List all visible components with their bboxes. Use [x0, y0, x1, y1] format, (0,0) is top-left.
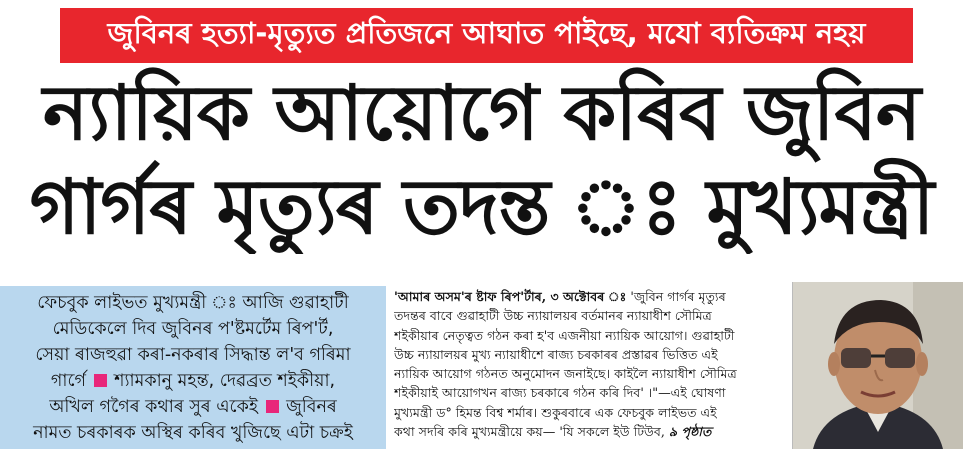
summary-line-1: ফেচবুক লাইভত মুখ্যমন্ত্ৰী ঃ আজি গুৱাহাটী	[37, 293, 349, 313]
page-jump-reference: ৯ পৃষ্ঠাত	[668, 424, 712, 440]
article-line: শইকীয়াৰ নেতৃত্বত গঠন কৰা হ'ব এজনীয়া ন্যায়িক আয়োগ। গুৱাহাটী	[394, 327, 735, 343]
summary-box	[0, 286, 386, 449]
article-body	[394, 287, 784, 447]
summary-line-4a: গাৰ্গে	[50, 371, 86, 391]
portrait-image	[793, 282, 963, 449]
headline-line-2: গাৰ্গৰ মৃত্যুৰ তদন্ত ঃ মুখ্যমন্ত্ৰী	[29, 162, 934, 251]
summary-line-4	[0, 368, 386, 394]
article-dateline: 'আমাৰ অসম'ৰ ষ্টাফ ৰিপ'ৰ্টাৰ, ৩ অক্টোবৰ ঃ	[394, 289, 627, 304]
chief-minister-photo	[792, 282, 963, 449]
pink-square-bullet-icon	[94, 374, 107, 387]
summary-line-3: সেয়া ৰাজহুৱা কৰা-নকৰাৰ সিদ্ধান্ত ল'ব গৰিমা	[35, 345, 351, 365]
top-banner	[60, 8, 913, 63]
summary-line-2: মেডিকেলে দিব জুবিনৰ প'ষ্টমৰ্টেম ৰিপ'ৰ্ট,	[52, 319, 334, 339]
banner-text: জুবিনৰ হত্যা-মৃত্যুত প্ৰতিজনে আঘাত পাইছে, মযো ব্যতিক্ৰম নহয়	[107, 16, 866, 50]
summary-line-5	[0, 394, 386, 420]
main-headline	[0, 66, 963, 254]
article-line: মুখ্যমন্ত্ৰী ড° হিমন্ত বিশ্ব শৰ্মাৰ। শুকুৰবাৰে এক ফেচবুক লাইভত এই	[394, 404, 717, 420]
pink-square-bullet-icon	[266, 400, 279, 413]
summary-line-4b: শ্যামকানু মহন্ত, দেৱব্ৰত শইকীয়া,	[114, 371, 336, 391]
summary-line-5b: জুবিনৰ	[286, 397, 337, 417]
article-line: 'আমাৰ অসম'ৰ ষ্টাফ ৰিপ'ৰ্টাৰ, ৩ অক্টোবৰ ঃ 'জুবিন গাৰ্গৰ মৃত্যুৰ	[394, 289, 726, 304]
article-line: শইকীয়াই আয়োগখন ৰাজ্য চৰকাৰে গঠন কৰি দিব' ।"—এই ঘোষণা	[394, 385, 726, 401]
summary-line-5a: অখিল গগৈৰ কথাৰ সুৰ একেই	[49, 397, 258, 417]
summary-line-6: নামত চৰকাৰক অস্থিৰ কৰিব খুজিছে এটা চক্ৰই	[33, 423, 353, 443]
article-line: তদন্তৰ বাবে গুৱাহাটী উচ্চ ন্যায়ালয়ৰ বৰ্তমানৰ ন্যায়াধীশ সৌমিত্ৰ	[394, 308, 712, 324]
article-line: উচ্চ ন্যায়ালয়ৰ মুখ্য ন্যায়াধীশে ৰাজ্য চৰকাৰৰ প্ৰস্তাৱৰ ভিত্তিত এই	[394, 346, 718, 362]
headline-line-1: ন্যায়িক আয়োগে কৰিব জুবিন	[42, 68, 921, 157]
article-last-line: কথা সদৰি কৰি মুখ্যমন্ত্ৰীয়ে কয়— 'যি সকলে ইউ টিউব, ৯ পৃষ্ঠাত	[394, 424, 712, 440]
article-line: ন্যায়িক আয়োগ গঠনত অনুমোদন জনাইছে। কাইলৈ ন্যায়াধীশ সৌমিত্ৰ	[394, 366, 737, 382]
